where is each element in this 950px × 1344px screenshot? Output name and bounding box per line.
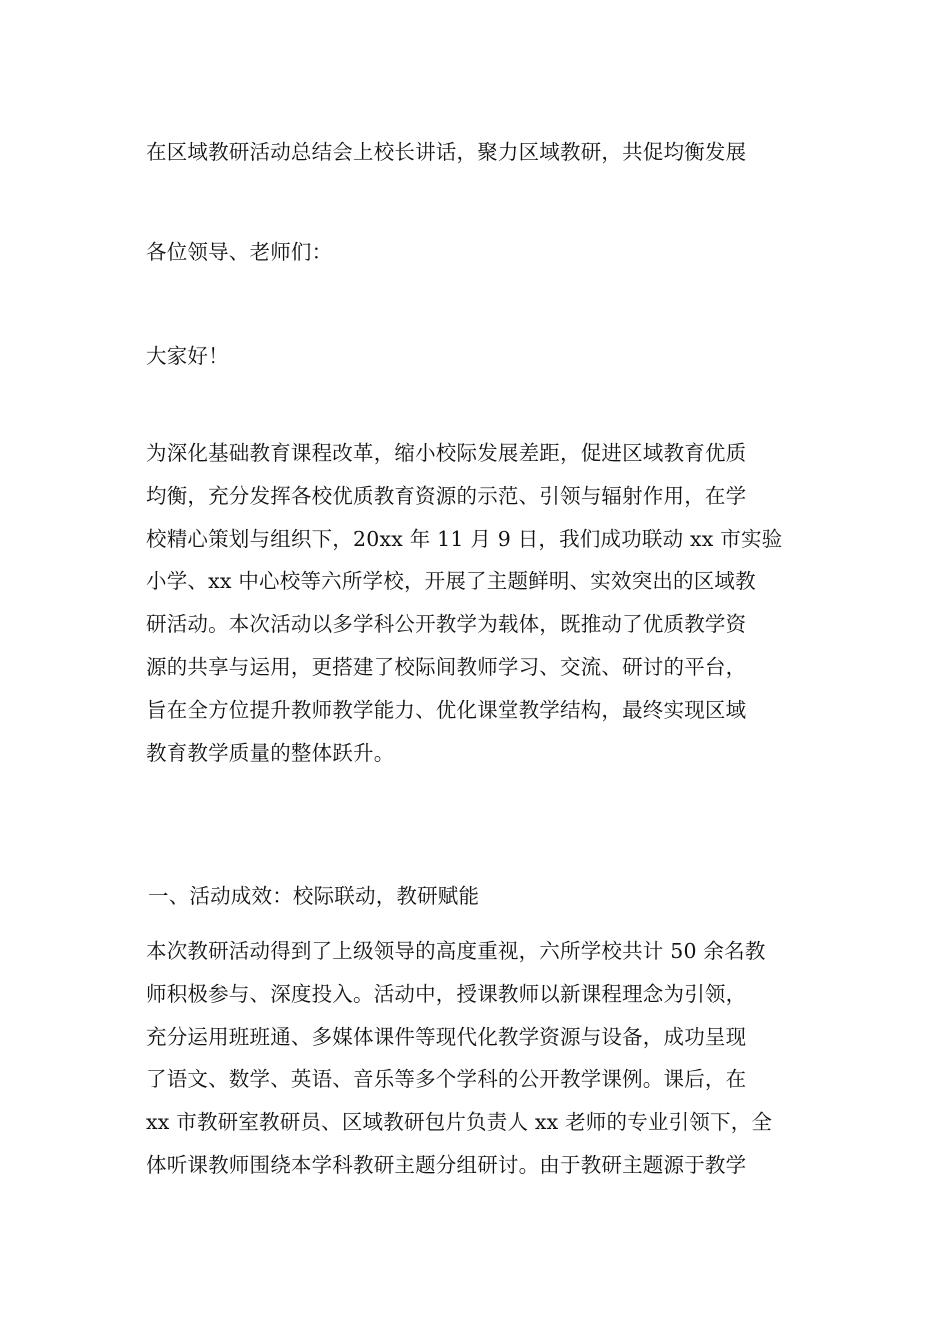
paragraph-line: 本次教研活动得到了上级领导的高度重视，六所学校共计 50 余名教 (146, 939, 766, 963)
intro-paragraph (146, 432, 810, 774)
greeting: 大家好！ (146, 344, 229, 368)
section-heading: 一、活动成效：校际联动，教研赋能 (148, 884, 480, 908)
paragraph-line: 为深化基础教育课程改革，缩小校际发展差距，促进区域教育优质 (146, 441, 747, 465)
paragraph-line: 教育教学质量的整体跃升。 (146, 740, 395, 765)
paragraph-line: 师积极参与、深度投入。活动中，授课教师以新课程理念为引领， (146, 981, 747, 1006)
salutation: 各位领导、老师们： (146, 240, 333, 264)
paragraph-line: 旨在全方位提升教师教学能力、优化课堂教学结构，最终实现区域 (146, 697, 747, 722)
paragraph-line: 体听课教师围绕本学科教研主题分组研讨。由于教研主题源于教学 (146, 1152, 747, 1177)
section1-paragraph (146, 930, 810, 1187)
paragraph-line: 充分运用班班通、多媒体课件等现代化教学资源与设备，成功呈现 (146, 1024, 747, 1049)
paragraph-line: 了语文、数学、英语、音乐等多个学科的公开教学课例。课后，在 (146, 1067, 747, 1092)
paragraph-line: 校精心策划与组织下，20xx 年 11 月 9 日，我们成功联动 xx 市实验 (146, 526, 783, 551)
paragraph-line: 小学、xx 中心校等六所学校，开展了主题鲜明、实效突出的区域教 (146, 569, 756, 594)
document-title: 在区域教研活动总结会上校长讲话，聚力区域教研，共促均衡发展 (146, 140, 747, 164)
paragraph-line: 研活动。本次活动以多学科公开教学为载体，既推动了优质教学资 (146, 612, 747, 637)
paragraph-line: 均衡，充分发挥各校优质教育资源的示范、引领与辐射作用，在学 (146, 483, 747, 508)
paragraph-line: 源的共享与运用，更搭建了校际间教师学习、交流、研讨的平台， (146, 654, 747, 679)
paragraph-line: xx 市教研室教研员、区域教研包片负责人 xx 老师的专业引领下，全 (146, 1110, 773, 1135)
